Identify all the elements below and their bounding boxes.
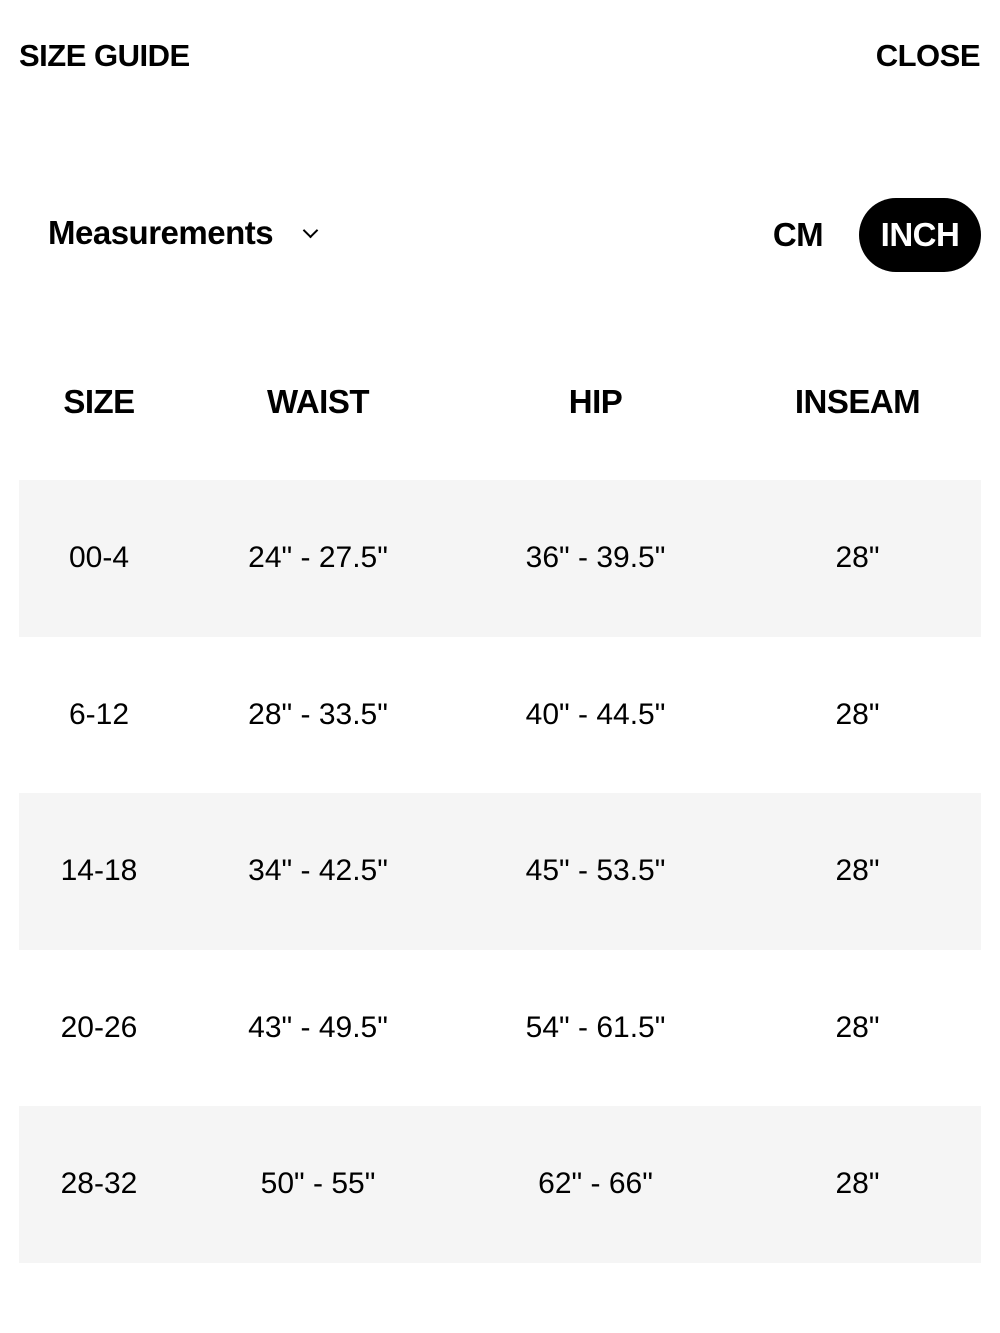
table-header-row bbox=[19, 323, 981, 480]
cell-waist: 24" - 27.5" bbox=[248, 541, 388, 575]
cell-inseam: 28" bbox=[835, 697, 880, 731]
unit-inch-button[interactable]: INCH bbox=[859, 198, 981, 272]
cell-size: 20-26 bbox=[60, 1010, 138, 1044]
table-row bbox=[19, 480, 981, 637]
cell-size: 00-4 bbox=[68, 541, 130, 575]
cell-size: 28-32 bbox=[60, 1167, 138, 1201]
cell-size: 6-12 bbox=[68, 697, 130, 731]
close-button[interactable]: CLOSE bbox=[875, 38, 980, 73]
cell-inseam: 28" bbox=[835, 541, 880, 575]
cell-inseam: 28" bbox=[835, 1167, 880, 1201]
chevron-down-icon bbox=[303, 222, 319, 238]
header-waist: WAIST bbox=[267, 382, 369, 420]
header-size: SIZE bbox=[63, 382, 135, 420]
measurements-dropdown[interactable] bbox=[48, 214, 316, 252]
cell-hip: 45" - 53.5" bbox=[525, 854, 666, 888]
cell-inseam: 28" bbox=[835, 1010, 880, 1044]
cell-hip: 62" - 66" bbox=[538, 1167, 653, 1201]
table-row bbox=[19, 1106, 981, 1263]
cell-inseam: 28" bbox=[835, 854, 880, 888]
unit-toggle bbox=[753, 198, 981, 272]
cell-hip: 40" - 44.5" bbox=[525, 697, 666, 731]
cell-hip: 36" - 39.5" bbox=[525, 541, 666, 575]
size-table bbox=[19, 323, 981, 1263]
cell-waist: 28" - 33.5" bbox=[248, 697, 388, 731]
unit-cm-button[interactable]: CM bbox=[772, 216, 824, 253]
cell-waist: 50" - 55" bbox=[260, 1167, 376, 1201]
header-inseam: INSEAM bbox=[794, 382, 921, 420]
table-row bbox=[19, 637, 981, 794]
page-title: SIZE GUIDE bbox=[19, 38, 190, 73]
header-hip: HIP bbox=[568, 382, 623, 420]
cell-waist: 34" - 42.5" bbox=[248, 854, 388, 888]
table-row bbox=[19, 950, 981, 1107]
cell-size: 14-18 bbox=[60, 854, 138, 888]
cell-waist: 43" - 49.5" bbox=[248, 1010, 388, 1044]
cell-hip: 54" - 61.5" bbox=[525, 1010, 666, 1044]
table-row bbox=[19, 793, 981, 950]
measurements-label: Measurements bbox=[48, 214, 274, 251]
